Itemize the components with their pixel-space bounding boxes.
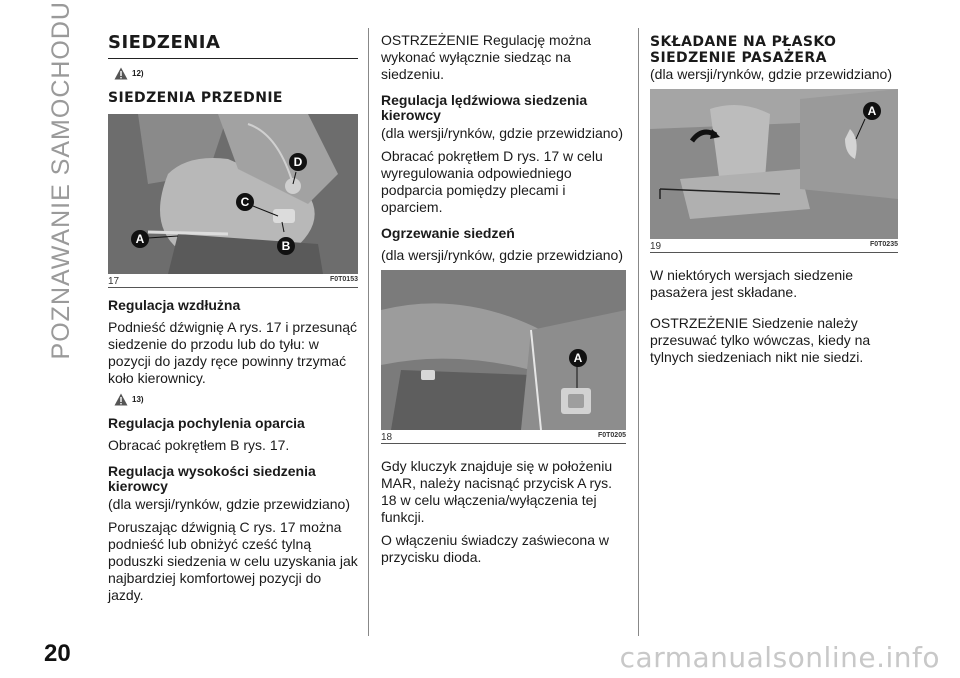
warning-ref-number: 13) (132, 395, 144, 404)
figure-19 (650, 89, 898, 253)
figure-number: 19 (650, 241, 662, 252)
heading-backrest: Regulacja pochylenia oparcia (108, 415, 305, 431)
figure-18 (381, 270, 626, 444)
text-longitudinal: Podnieść dźwignię A rys. 17 i przesunąć siedzenie do przodu lub do tyłu: w pozycji do jazdy ręce powinny trzymać koło kierownicy. (108, 319, 358, 386)
text-height: Poruszając dźwignią C rys. 17 można podnieść lub obniżyć cześć tylną poduszki siedzenia w celu uzyskania jak najbardziej komfortowej pozycji do jazdy. (108, 519, 358, 603)
column-folding-seat (650, 22, 898, 372)
warning-ref (114, 393, 358, 406)
note-heating: (dla wersji/rynków, gdzie przewidziano) (381, 247, 623, 263)
svg-text:B: B (281, 239, 291, 253)
folding-passenger-seat-illustration (650, 89, 898, 239)
text-folding: W niektórych wersjach siedzenie pasażera jest składane. (650, 267, 854, 300)
figure-caption (381, 432, 626, 443)
svg-text:A: A (135, 232, 145, 246)
svg-text:C: C (240, 195, 250, 209)
heading-longitudinal: Regulacja wzdłużna (108, 297, 241, 313)
warning-triangle-icon (114, 67, 128, 80)
svg-text:A: A (573, 351, 583, 365)
page-number: 20 (44, 640, 71, 667)
warning-ref (114, 67, 358, 80)
figure-code: F0T0205 (597, 432, 626, 439)
callout-c (236, 193, 254, 211)
text-lumbar: Obracać pokrętłem D rys. 17 w celu wyregulowania odpowiedniego podparcia pomiędzy plecami i oparciem. (381, 148, 603, 215)
callout-a (863, 102, 881, 120)
column-divider (368, 28, 369, 636)
figure-code: F0T0235 (869, 241, 898, 248)
column-seats (108, 22, 358, 610)
front-seat-illustration (108, 114, 358, 274)
text-backrest: Obracać pokrętłem B rys. 17. (108, 437, 290, 453)
note-height: (dla wersji/rynków, gdzie przewidziano) (108, 496, 350, 512)
section-title: SIEDZENIA (108, 32, 358, 59)
subsection-title: SIEDZENIA PRZEDNIE (108, 90, 283, 106)
warning-triangle-icon (114, 393, 128, 406)
figure-code: F0T0153 (329, 276, 358, 283)
chapter-title-text: POZNAWANIE SAMOCHODU (46, 0, 75, 360)
seat-heating-button-illustration (381, 270, 626, 430)
svg-text:D: D (293, 155, 303, 169)
figure-17 (108, 114, 358, 288)
note-lumbar: (dla wersji/rynków, gdzie przewidziano) (381, 125, 623, 141)
figure-number: 17 (108, 276, 120, 287)
callout-a (131, 230, 149, 248)
text-led: O włączeniu świadczy zaświecona w przycisku dioda. (381, 532, 609, 565)
figure-number: 18 (381, 432, 393, 443)
callout-d (289, 153, 307, 171)
column-lumbar-heating (381, 22, 626, 572)
svg-text:A: A (867, 104, 877, 118)
note-folding: (dla wersji/rynków, gdzie przewidziano) (650, 66, 892, 82)
text-warning-adjust: OSTRZEŻENIE Regulację można wykonać wyłącznie siedząc na siedzeniu. (381, 32, 592, 82)
text-warning-move: OSTRZEŻENIE Siedzenie należy przesuwać tylko wówczas, kiedy na tylnych siedzeniach nikt nie siedzi. (650, 315, 871, 365)
callout-b (277, 237, 295, 255)
sidebar-chapter-title (36, 0, 86, 360)
figure-caption (108, 276, 358, 287)
callout-a (569, 349, 587, 367)
heading-height: Regulacja wysokości siedzenia kierowcy (108, 463, 316, 494)
column-divider (638, 28, 639, 636)
heading-lumbar: Regulacja lędźwiowa siedzenia kierowcy (381, 92, 588, 123)
section-title: SKŁADANE NA PŁASKO SIEDZENIE PASAŻERA (650, 34, 837, 66)
warning-ref-number: 12) (132, 69, 144, 78)
text-key-position: Gdy kluczyk znajduje się w położeniu MAR, należy nacisnąć przycisk A rys. 18 w celu włączenia/wyłączenia tej funkcji. (381, 458, 613, 525)
watermark: carmanualsonline.info (619, 641, 940, 674)
figure-caption (650, 241, 898, 252)
heading-heating: Ogrzewanie siedzeń (381, 225, 515, 241)
